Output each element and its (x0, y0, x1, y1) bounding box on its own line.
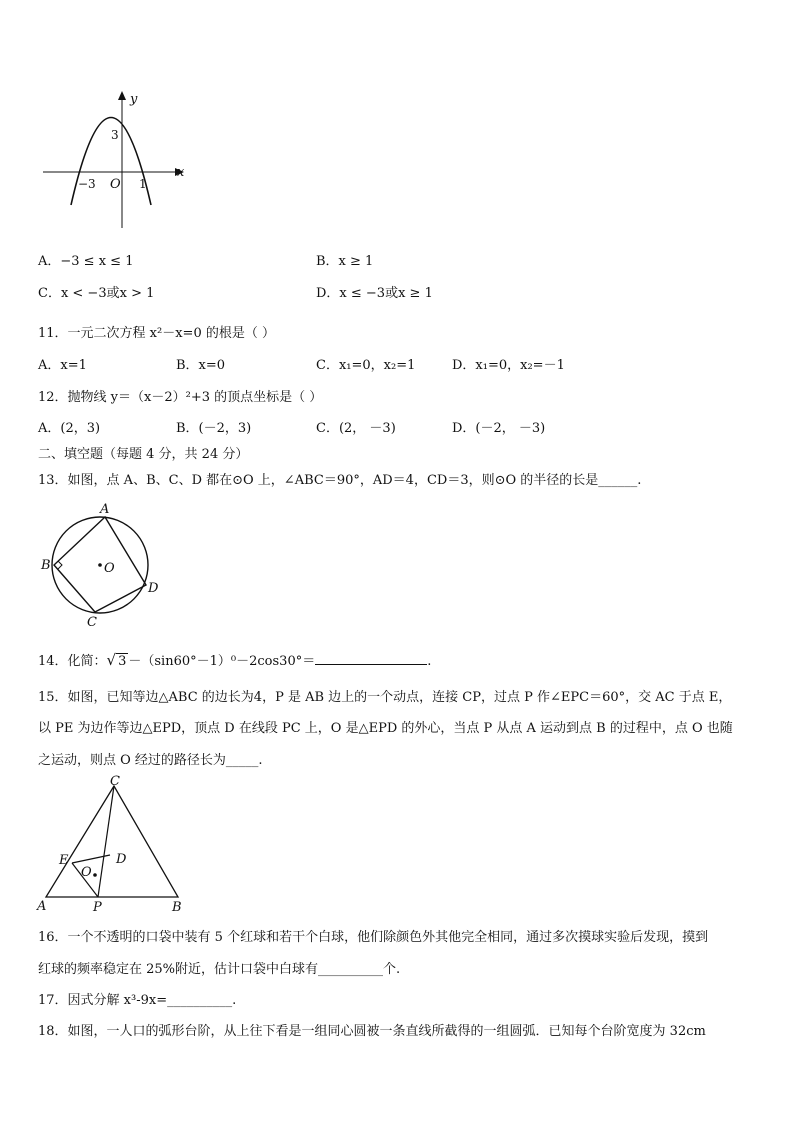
segment-ed (72, 855, 110, 863)
q17-text: 17．因式分解 x³-9x=__________. (38, 993, 237, 1008)
q14-prefix: 14．化简： (38, 654, 107, 669)
q11-option-b: B．x=0 (176, 358, 226, 373)
q14-end: . (427, 654, 432, 669)
q18-text: 18．如图，一人口的弧形台阶，从上往下看是一组同心圆被一条直线所截得的一组圆弧．已知每个台阶宽度为 32cm (38, 1024, 706, 1039)
intercept-3-label: 3 (111, 128, 119, 142)
y-label: y (130, 92, 138, 107)
q12-option-c: C．(2， －3) (316, 421, 396, 436)
sqrt-argument: 3 (118, 654, 127, 669)
root-1-label: 1 (139, 177, 147, 191)
q10-option-b: B．x ≥ 1 (316, 254, 374, 269)
circle-figure (38, 500, 168, 630)
point-b-label: B (41, 558, 51, 573)
point-c-label: C (87, 615, 97, 630)
y-axis-arrow (118, 91, 126, 100)
q12-option-a: A．(2，3) (38, 421, 101, 436)
q14-answer-blank (315, 652, 427, 665)
q12-option-d: D．(－2， －3) (452, 421, 546, 436)
point-p-label: P (93, 900, 102, 915)
q10-option-c: C．x < −3或x > 1 (38, 286, 155, 301)
q14-line (38, 650, 431, 669)
q12-option-b: B．(－2，3) (176, 421, 252, 436)
point-e-label: E (59, 853, 69, 868)
sqrt-symbol: √ (106, 651, 117, 669)
parabola-figure (38, 88, 188, 233)
q16-line2: 红球的频率稳定在 25%附近，估计口袋中白球有__________个. (38, 962, 401, 977)
section-heading: 二、填空题（每题 4 分，共 24 分） (38, 447, 249, 462)
q12-stem: 12．抛物线 y＝（x－2）²+3 的顶点坐标是（ ） (38, 390, 323, 405)
center-o-label: O (104, 561, 115, 576)
q10-option-a: A．−3 ≤ x ≤ 1 (38, 254, 134, 269)
point-d-label-tri: D (116, 852, 127, 867)
segment-cp (98, 786, 114, 897)
q11-option-a: A．x=1 (38, 358, 87, 373)
vertex-a-label: A (37, 899, 47, 914)
triangle-figure (32, 772, 192, 914)
q11-stem: 11．一元二次方程 x²－x=0 的根是（ ） (38, 326, 275, 341)
q15-line2: 以 PE 为边作等边△EPD，顶点 D 在线段 PC 上，O 是△EPD 的外心，当点 P 从点 A 运动到点 B 的过程中，点 O 也随 (38, 721, 733, 736)
q15-line3: 之运动，则点 O 经过的路径长为_____. (38, 753, 263, 768)
root-neg3-label: −3 (78, 177, 96, 191)
vertex-c-label: C (110, 774, 120, 789)
point-o-dot (93, 873, 97, 877)
vertex-b-label: B (172, 900, 182, 915)
q14-rest: －（sin60°－1）⁰－2cos30°＝ (128, 654, 316, 669)
point-o-label-tri: O (81, 865, 92, 880)
q16-line1: 16．一个不透明的口袋中装有 5 个红球和若干个白球，他们除颜色外其他完全相同，通过多次摸球实验后发现，摸到 (38, 930, 709, 945)
point-a-label: A (100, 502, 110, 517)
center-dot (98, 563, 102, 567)
q15-line1: 15．如图，已知等边△ABC 的边长为4，P 是 AB 边上的一个动点，连接 CP，过点 P 作∠EPC＝60°，交 AC 于点 E， (38, 690, 732, 705)
origin-label: O (110, 177, 121, 192)
x-label: x (177, 165, 185, 180)
point-d-label: D (148, 581, 159, 596)
q11-option-d: D．x₁=0，x₂=－1 (452, 358, 565, 373)
q10-option-d: D．x ≤ −3或x ≥ 1 (316, 286, 433, 301)
q13-text: 13．如图，点 A、B、C、D 都在⊙O 上，∠ABC＝90°，AD＝4，CD＝3，则⊙O 的半径的长是______. (38, 473, 642, 488)
q11-option-c: C．x₁=0，x₂=1 (316, 358, 416, 373)
right-angle-mark (58, 561, 62, 569)
